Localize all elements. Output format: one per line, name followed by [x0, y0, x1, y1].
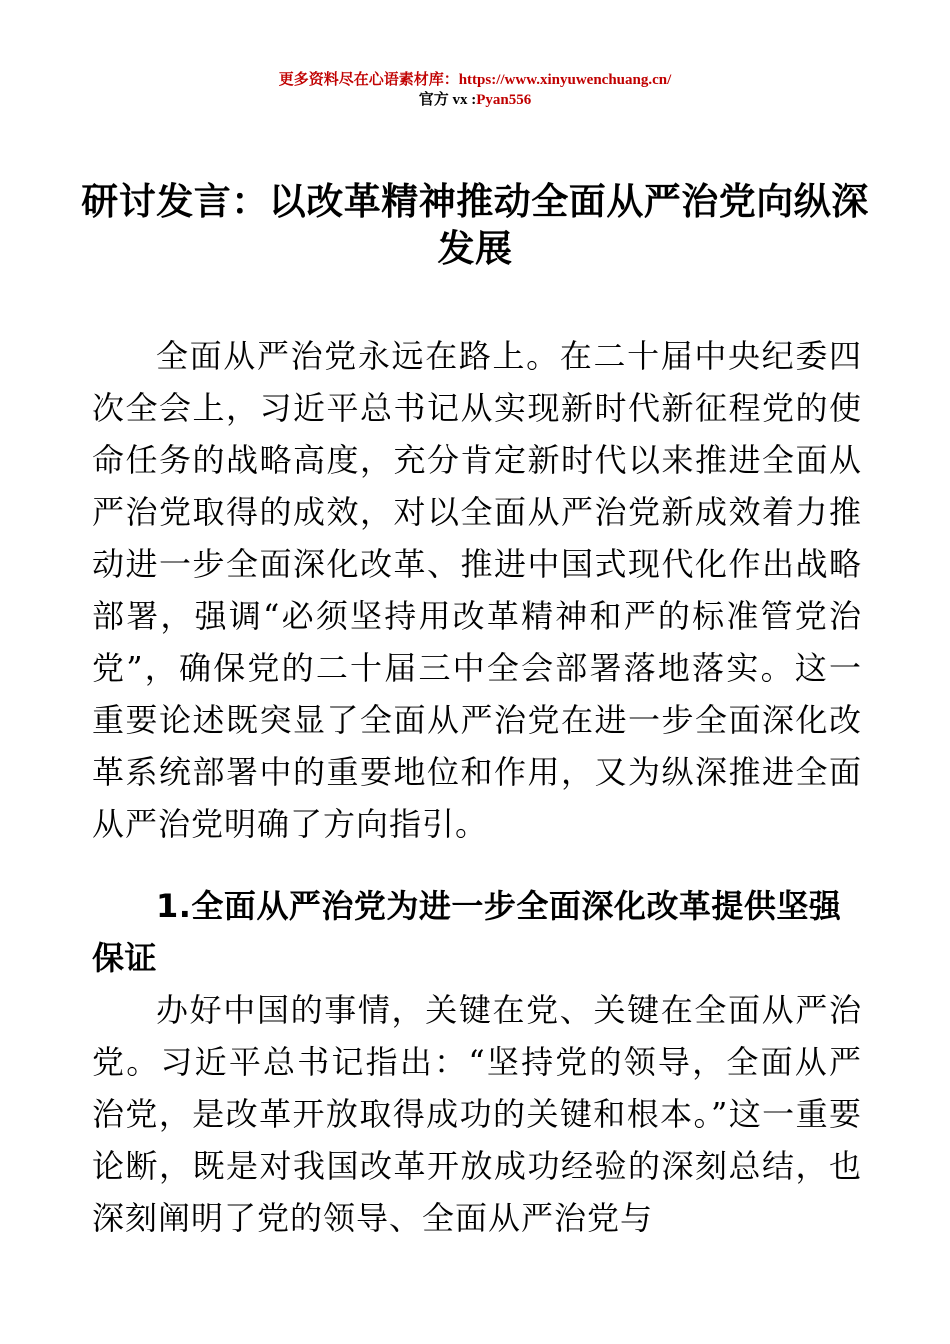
header-contact-prefix: 官方 vx : — [418, 92, 477, 108]
body-paragraph-2: 办好中国的事情，关键在党、关键在全面从严治党。习近平总书记指出：“坚持党的领导，全面从严治党，是改革开放取得成功的关键和根本。”这一重要论断，既是对我国改革开放成功经验的深刻总结，也深刻阐明了党的领导、全面从严治党与 — [92, 991, 862, 1237]
section-heading-1: 1.全面从严治党为进一步全面深化改革提供坚强保证 — [92, 887, 842, 977]
header-contact-line — [0, 90, 950, 110]
page-header — [0, 70, 950, 110]
header-source-line: 更多资料尽在心语素材库：https://www.xinyuwenchuang.cn/ — [278, 72, 672, 88]
header-contact-account: Pyan556 — [476, 92, 532, 108]
body-paragraph-1: 全面从严治党永远在路上。在二十届中央纪委四次全会上，习近平总书记从实现新时代新征程党的使命任务的战略高度，充分肯定新时代以来推进全面从严治党取得的成效，对以全面从严治党新成效着力推动进一步全面深化改革、推进中国式现代化作出战略部署，强调“必须坚持用改革精神和严的标准管党治党”，确保党的二十届三中全会部署落地落实。这一重要论述既突显了全面从严治党在进一步全面深化改革系统部署中的重要地位和作用，又为纵深推进全面从严治党明确了方向指引。 — [92, 337, 862, 843]
document-title: 研讨发言：以改革精神推动全面从严治党向纵深发展 — [81, 180, 869, 270]
